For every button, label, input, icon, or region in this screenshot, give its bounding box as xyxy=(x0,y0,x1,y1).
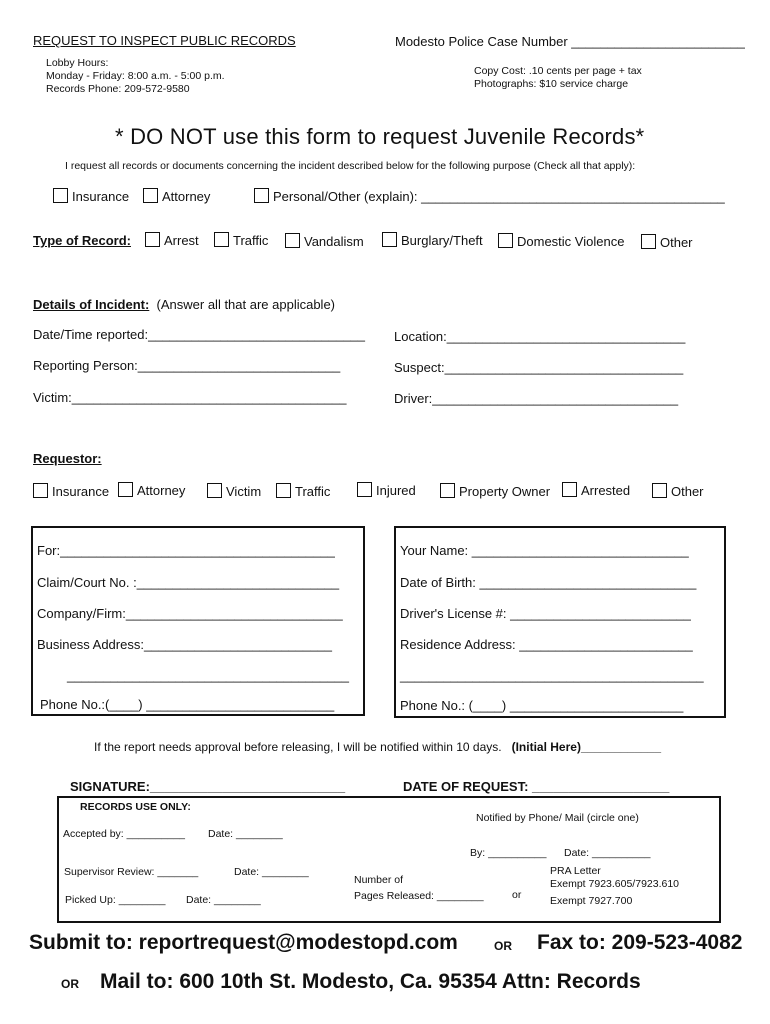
victim-field[interactable]: Victim:______________________________________ xyxy=(33,390,347,405)
purpose-intro: I request all records or documents concerning the incident described below for the following purpose (Check all that apply): xyxy=(65,160,636,172)
submit-email: Submit to: reportrequest@modestopd.com xyxy=(29,931,458,954)
notified-by: Notified by Phone/ Mail (circle one) xyxy=(476,812,639,824)
checkbox[interactable] xyxy=(641,234,656,249)
signature-field[interactable]: SIGNATURE:___________________________ xyxy=(70,779,346,794)
checkbox[interactable] xyxy=(118,482,133,497)
record-vandalism-option[interactable]: Vandalism xyxy=(285,233,364,249)
personal-phone-field[interactable]: Phone No.: (____) ________________________ xyxy=(400,698,684,713)
case-number-field[interactable]: Modesto Police Case Number ________________________ xyxy=(395,34,745,49)
photograph-cost: Photographs: $10 service charge xyxy=(474,78,629,90)
requestor-arrested-option[interactable]: Arrested xyxy=(562,482,630,498)
claim-court-field[interactable]: Claim/Court No. :____________________________ xyxy=(37,575,340,590)
records-use-title: RECORDS USE ONLY: xyxy=(80,801,191,813)
requestor-injured-option[interactable]: Injured xyxy=(357,482,416,498)
accepted-date-field: Date: ________ xyxy=(208,828,283,840)
business-phone-field[interactable]: Phone No.:(____) __________________________ xyxy=(40,697,335,712)
picked-up-date-field: Date: ________ xyxy=(186,894,261,906)
company-firm-field[interactable]: Company/Firm:______________________________ xyxy=(37,606,343,621)
checkbox[interactable] xyxy=(53,188,68,203)
checkbox[interactable] xyxy=(33,483,48,498)
approval-line xyxy=(94,740,661,754)
supervisor-review-field: Supervisor Review: _______ xyxy=(64,866,199,878)
or-separator-2: OR xyxy=(61,977,79,991)
checkbox[interactable] xyxy=(498,233,513,248)
record-traffic-option[interactable]: Traffic xyxy=(214,232,268,248)
lobby-hours: Monday - Friday: 8:00 a.m. - 5:00 p.m. xyxy=(46,70,225,82)
residence-address-line-2[interactable]: __________________________________________ xyxy=(400,668,704,683)
approval-text: If the report needs approval before releasing, I will be notified within 10 days. xyxy=(94,740,502,754)
accepted-by-field: Accepted by: __________ xyxy=(63,828,186,840)
pra-letter-label: PRA Letter xyxy=(550,865,601,877)
mail-address: Mail to: 600 10th St. Modesto, Ca. 95354 Attn: Records xyxy=(100,970,641,993)
exempt-7923-label: Exempt 7923.605/7923.610 xyxy=(550,878,680,890)
residence-address-field[interactable]: Residence Address: ________________________ xyxy=(400,637,693,652)
suspect-field[interactable]: Suspect:_________________________________ xyxy=(394,360,684,375)
your-name-field[interactable]: Your Name: ______________________________ xyxy=(400,543,689,558)
checkbox[interactable] xyxy=(207,483,222,498)
checkbox[interactable] xyxy=(562,482,577,497)
checkbox[interactable] xyxy=(254,188,269,203)
date-of-birth-field[interactable]: Date of Birth: ______________________________ xyxy=(400,575,697,590)
or-label: or xyxy=(512,889,522,901)
date-time-reported-field[interactable]: Date/Time reported:______________________________ xyxy=(33,327,366,342)
checkbox[interactable] xyxy=(440,483,455,498)
lobby-hours-label: Lobby Hours: xyxy=(46,57,109,69)
date-of-request-field[interactable]: DATE OF REQUEST: ___________________ xyxy=(403,779,670,794)
number-of-label: Number of xyxy=(354,874,404,886)
record-arrest-option[interactable]: Arrest xyxy=(145,232,199,248)
requestor-property-owner-option[interactable]: Property Owner xyxy=(440,483,550,499)
notified-by-staff-field: By: __________ xyxy=(470,847,547,859)
requestor-victim-option[interactable]: Victim xyxy=(207,483,261,499)
requestor-label: Requestor: xyxy=(33,451,102,466)
record-other-option[interactable]: Other xyxy=(641,234,693,250)
records-phone: Records Phone: 209-572-9580 xyxy=(46,83,190,95)
supervisor-date-field: Date: ________ xyxy=(234,866,309,878)
incident-heading xyxy=(33,297,335,312)
copy-cost: Copy Cost: .10 cents per page + tax xyxy=(474,65,642,77)
requestor-attorney-option[interactable]: Attorney xyxy=(118,482,185,498)
checkbox[interactable] xyxy=(652,483,667,498)
purpose-other-option[interactable]: Personal/Other (explain): __________________________________________ xyxy=(254,188,725,204)
exempt-7927-label: Exempt 7927.700 xyxy=(550,895,633,907)
location-field[interactable]: Location:_________________________________ xyxy=(394,329,686,344)
requestor-traffic-option[interactable]: Traffic xyxy=(276,483,330,499)
incident-label: Details of Incident: xyxy=(33,297,150,312)
purpose-attorney-option[interactable]: Attorney xyxy=(143,188,210,204)
picked-up-field: Picked Up: ________ xyxy=(65,894,166,906)
checkbox[interactable] xyxy=(145,232,160,247)
fax-number: Fax to: 209-523-4082 xyxy=(537,931,743,954)
requestor-other-option[interactable]: Other xyxy=(652,483,704,499)
record-domestic-violence-option[interactable]: Domestic Violence xyxy=(498,233,624,249)
juvenile-warning-banner: * DO NOT use this form to request Juvenile Records* xyxy=(115,124,645,149)
checkbox[interactable] xyxy=(276,483,291,498)
reporting-person-field[interactable]: Reporting Person:____________________________ xyxy=(33,358,341,373)
incident-hint: (Answer all that are applicable) xyxy=(156,297,336,312)
initial-field[interactable]: (Initial Here)____________ xyxy=(511,740,662,754)
form-title: REQUEST TO INSPECT PUBLIC RECORDS xyxy=(33,33,296,48)
record-burglary-option[interactable]: Burglary/Theft xyxy=(382,232,483,248)
drivers-license-field[interactable]: Driver's License #: _________________________ xyxy=(400,606,691,621)
checkbox[interactable] xyxy=(143,188,158,203)
checkbox[interactable] xyxy=(357,482,372,497)
or-separator-1: OR xyxy=(494,939,512,953)
business-address-line-2[interactable]: _______________________________________ xyxy=(67,668,349,683)
type-of-record-label: Type of Record: xyxy=(33,233,131,248)
checkbox[interactable] xyxy=(285,233,300,248)
requestor-insurance-option[interactable]: Insurance xyxy=(33,483,109,499)
purpose-insurance-option[interactable]: Insurance xyxy=(53,188,129,204)
pages-released-field: Pages Released: ________ xyxy=(354,890,484,902)
checkbox[interactable] xyxy=(214,232,229,247)
notified-date-field: Date: __________ xyxy=(564,847,651,859)
for-field[interactable]: For:______________________________________ xyxy=(37,543,335,558)
driver-field[interactable]: Driver:__________________________________ xyxy=(394,391,679,406)
checkbox[interactable] xyxy=(382,232,397,247)
business-address-field[interactable]: Business Address:__________________________ xyxy=(37,637,332,652)
